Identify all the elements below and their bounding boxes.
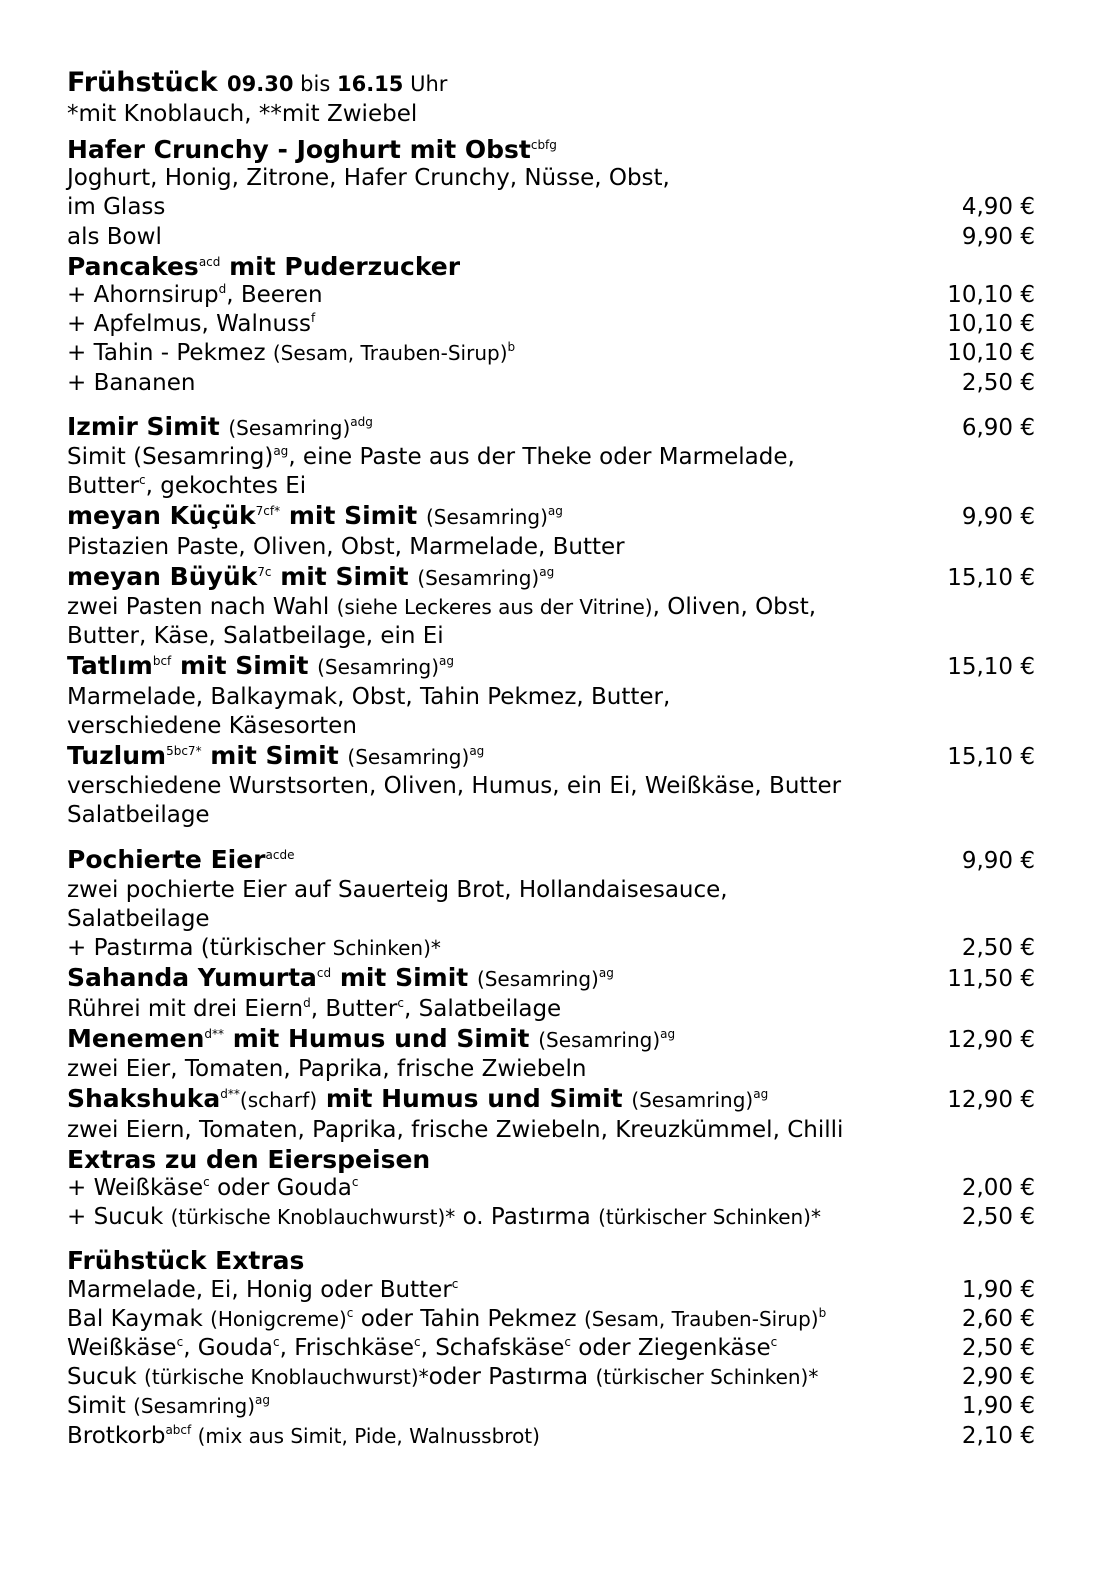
menu-item-line [67,223,1035,252]
item-text-segment: Tatlım [67,651,153,681]
item-text-segment: , eine Paste aus der Theke oder Marmelade, [288,444,795,471]
item-text-segment: oder Ziegenkäse [570,1334,771,1361]
item-text [67,135,557,164]
menu-item-line [67,339,1035,368]
menu-item-title [67,1084,1035,1115]
item-text-segment: Hafer Crunchy - Joghurt mit Obst [67,135,531,164]
menu-header [67,68,1035,99]
menu-section [67,1246,1035,1450]
item-text-segment: zwei Eier, Tomaten, Paprika, frische Zwiebeln [67,1056,587,1083]
item-text-segment: oder Gouda [209,1174,352,1201]
menu-item-line [67,622,1035,651]
item-text-segment: mit Puderzucker [220,251,461,281]
item-note: (Sesamring) [133,1394,256,1419]
allergen-code: c [139,473,146,488]
item-text [67,193,165,222]
item-text-segment: Izmir Simit [67,411,229,441]
menu-item-title [67,741,1035,772]
item-text-segment: mit Humus und Simit [224,1023,539,1053]
menu-item-line [67,934,1035,963]
item-text-segment: Pochierte Eier [67,844,266,874]
allergen-code: ag [660,1026,676,1041]
item-text-segment: + Apfelmus, Walnuss [67,311,312,338]
item-text [67,1305,826,1334]
menu-item-line [67,1174,1035,1203]
allergen-code: d [303,995,311,1010]
item-text-segment: , Salatbeilage [404,995,562,1022]
menu-item-line [67,995,1035,1024]
menu-item-line [67,593,1035,622]
item-price: 2,50 € [961,1204,1035,1231]
allergen-note: *mit Knoblauch, **mit Zwiebel [67,101,418,127]
item-text [67,1246,304,1275]
item-text [67,1276,458,1305]
menu-item-line [67,443,1035,472]
menu-item-title [67,1246,1035,1275]
item-price: 2,60 € [961,1305,1035,1332]
allergen-code: 7cf* [255,504,281,519]
menu-item-line [67,1276,1035,1305]
item-text [67,934,441,963]
item-price: 1,90 € [961,1393,1035,1420]
menu-item-line [67,1203,1035,1232]
time-from: 09.30 [227,72,294,96]
opening-hours [227,72,447,96]
allergen-code: adg [350,414,373,429]
breakfast-menu [67,68,1035,1451]
item-note: (Sesamring) [417,565,540,590]
item-text [67,369,195,398]
item-text-segment: Salatbeilage [67,906,210,933]
allergen-code: 5bc7* [166,744,202,759]
item-text-segment: oder Tahin Pekmez [353,1305,584,1332]
item-text-segment: mit Simit [171,651,318,681]
item-note: (türkische Knoblauchwurst)* [144,1365,429,1390]
menu-item-line [67,1392,1035,1421]
section-gap [67,398,1035,412]
item-note: (Sesamring) [476,967,599,992]
item-text [67,712,357,741]
allergen-code: d [218,282,227,297]
menu-item-line [67,905,1035,934]
item-text-segment: , gekochtes Ei [145,473,307,500]
item-text-segment: mit Simit [331,963,477,993]
menu-item-title [67,412,1035,443]
item-text-segment: Brotkorb [67,1422,166,1449]
menu-section [67,845,1035,1233]
menu-item-title [67,845,1035,876]
item-text [67,876,728,905]
item-text-segment: Butter [67,473,139,500]
item-text-segment: Pistazien Paste, Oliven, Obst, Marmelade, Butter [67,533,625,560]
allergen-code: ag [539,564,555,579]
item-price: 1,90 € [961,1276,1035,1303]
item-text [67,1203,821,1232]
item-text-segment: + Ahornsirup [67,282,219,309]
menu-item-line [67,164,1035,193]
menu-item-line [67,1055,1035,1084]
item-text [67,845,294,874]
menu-item-line [67,1363,1035,1392]
allergen-code: c [770,1334,778,1349]
item-text [67,281,323,310]
item-text [67,1392,270,1421]
item-note: (mix aus Simit, Pide, Walnussbrot) [191,1423,540,1448]
item-text-segment: , Oliven, Obst, [652,594,817,621]
allergen-code: 7c [257,564,272,579]
allergen-code: ag [273,444,289,459]
menu-item-title [67,135,1035,164]
allergen-code: b [818,1305,827,1320]
item-note: (Honigcreme) [210,1306,347,1331]
item-text [67,412,373,443]
allergen-code: c [397,995,404,1010]
menu-item-line [67,1422,1035,1451]
item-text [67,683,670,712]
item-text [67,1116,843,1145]
menu-item-line [67,472,1035,501]
item-text-segment: zwei Pasten nach Wahl [67,594,337,621]
menu-item-line [67,876,1035,905]
item-note: (Sesamring) [228,415,351,440]
allergen-code: ag [469,744,485,759]
item-text [67,1084,768,1115]
item-text-segment: Rührei mit drei Eiern [67,995,304,1022]
item-note: (Sesamring) [425,505,548,530]
item-text [67,310,315,339]
allergen-code: abcf [165,1422,192,1437]
menu-item-line [67,683,1035,712]
item-text-segment: Pancakes [67,251,199,281]
item-text-segment: mit Simit [280,501,426,531]
allergen-code: c [451,1276,459,1291]
item-note: (Sesamring) [317,655,440,680]
item-text-segment: Sucuk [67,1364,145,1391]
item-text [67,995,561,1024]
item-text-segment: Frühstück Extras [67,1246,305,1276]
item-text [67,339,515,368]
item-note: (türkische Knoblauchwurst)* [170,1205,456,1230]
item-price: 12,90 € [947,1087,1035,1114]
item-text-segment: + Sucuk [67,1204,171,1231]
menu-item-title [67,562,1035,593]
item-text-segment: + Tahin - Pekmez [67,340,273,367]
menu-item-line [67,310,1035,339]
item-text [67,1363,818,1392]
item-text-segment: als Bowl [67,223,162,250]
allergen-code: acde [265,847,295,862]
allergen-code: b [507,340,516,355]
item-note: (siehe Leckeres aus der Vitrine) [336,595,653,620]
menu-item-line [67,1334,1035,1363]
item-text-segment: meyan Büyük [67,561,258,591]
item-text [67,443,795,472]
item-text-segment: Marmelade, Ei, Honig oder Butter [67,1276,452,1303]
menu-item-line [67,801,1035,830]
item-text-segment: Marmelade, Balkaymak, Obst, Tahin Pekmez, Butter, [67,683,671,710]
item-note: (Sesamring) [347,745,470,770]
allergen-code: c [564,1334,571,1349]
item-text [67,223,162,252]
item-text [67,1145,430,1174]
item-text-segment: + Pastırma (türkischer [67,935,333,962]
item-price: 4,90 € [961,194,1035,221]
item-price: 15,10 € [947,564,1035,591]
item-note: (türkischer Schinken)* [598,1205,821,1230]
allergen-code: ag [753,1087,769,1102]
menu-item-title [67,963,1035,994]
item-text-segment: Tuzlum [67,741,167,771]
allergen-code: ag [547,504,563,519]
item-note: (scharf) [239,1088,318,1113]
menu-item-title [67,1024,1035,1055]
allergen-code: f [311,311,316,326]
item-price: 10,10 € [947,340,1035,367]
item-price: 2,50 € [961,935,1035,962]
item-text-segment: verschiedene Käsesorten [67,712,357,739]
item-price: 9,90 € [961,504,1035,531]
item-text-segment: Bal Kaymak [67,1305,211,1332]
item-price: 10,10 € [947,311,1035,338]
item-price: 9,90 € [961,847,1035,874]
menu-item-line [67,281,1035,310]
item-price: 2,10 € [961,1422,1035,1449]
item-text-segment: mit Simit [271,561,418,591]
allergen-code: cd [316,966,332,981]
item-price: 9,90 € [961,223,1035,250]
item-text-segment: Simit [67,1393,134,1420]
item-price: 2,50 € [961,1334,1035,1361]
item-text [67,772,841,801]
item-text-segment: Salatbeilage [67,802,210,829]
item-text-segment: , Beeren [226,282,323,309]
item-text-segment: Extras zu den Eierspeisen [67,1144,431,1174]
item-text-segment: Menemen [67,1023,205,1053]
item-price: 2,50 € [961,369,1035,396]
item-note: Schinken)* [332,936,441,961]
item-note: (türkischer Schinken)* [595,1365,819,1390]
item-note: (Sesamring) [631,1088,754,1113]
menu-item-line [67,193,1035,222]
item-note: (Sesam, Trauben-Sirup) [272,341,508,366]
menu-section [67,135,1035,398]
item-text [67,801,210,830]
allergen-code: bcf [152,654,172,669]
item-text [67,1174,358,1203]
item-text-segment: im Glass [67,194,166,221]
menu-item-line [67,533,1035,562]
allergen-code: c [351,1174,359,1189]
item-text [67,472,306,501]
menu-item-title [67,1145,1035,1174]
allergen-code: d** [220,1087,240,1102]
menu-item-line [67,1116,1035,1145]
item-text-segment: Shakshuka [67,1084,221,1114]
item-price: 2,90 € [961,1364,1035,1391]
allergen-code: c [176,1334,184,1349]
item-text-segment: mit Humus und Simit [317,1084,632,1114]
item-text [67,164,670,193]
item-text [67,905,210,934]
menu-item-line [67,369,1035,398]
item-note: (Sesamring) [538,1027,661,1052]
item-text-segment: , Schafskäse [420,1334,565,1361]
time-to: 16.15 [336,72,404,96]
allergen-code: c [413,1334,421,1349]
item-price: 12,90 € [947,1026,1035,1053]
menu-item-line [67,712,1035,741]
item-text-segment: o. Pastırma [455,1204,599,1231]
allergen-code: c [203,1174,210,1189]
item-text [67,1055,586,1084]
item-text-segment: Butter, Käse, Salatbeilage, ein Ei [67,623,444,650]
menu-item-line [67,772,1035,801]
item-text [67,1334,777,1363]
item-text [67,963,614,994]
menu-item-title [67,651,1035,682]
item-text-segment: Simit (Sesamring) [67,444,274,471]
item-text-segment: oder Pastırma [428,1364,596,1391]
uhr-label: Uhr [410,72,448,96]
item-text [67,562,554,593]
item-text-segment: Joghurt, Honig, Zitrone, Hafer Crunchy, Nüsse, Obst, [67,165,670,192]
allergen-code: d** [204,1026,225,1041]
item-note: (Sesam, Trauben-Sirup) [583,1306,819,1331]
item-text [67,501,563,532]
item-text-segment: zwei pochierte Eier auf Sauerteig Brot, Hollandaisesauce, [67,876,728,903]
allergen-code: ag [439,654,455,669]
bis-label: bis [300,72,331,96]
item-text [67,533,625,562]
item-price: 10,10 € [947,282,1035,309]
item-text [67,741,484,772]
item-text-segment: Weißkäse [67,1334,177,1361]
item-text-segment: + Weißkäse [67,1174,204,1201]
allergen-code: ag [255,1393,271,1408]
menu-item-title [67,252,1035,281]
item-text-segment: meyan Küçük [67,501,256,531]
item-text [67,651,454,682]
menu-title: Frühstück [67,67,218,98]
allergen-code: ag [598,966,614,981]
item-text [67,252,460,281]
allergen-code: acd [198,254,221,269]
item-price: 11,50 € [947,966,1035,993]
item-text [67,1024,675,1055]
item-text [67,1422,540,1451]
item-price: 15,10 € [947,744,1035,771]
item-text [67,622,444,651]
item-price: 6,90 € [961,414,1035,441]
item-price: 2,00 € [961,1174,1035,1201]
menu-item-line [67,1305,1035,1334]
allergen-code: cbfg [530,138,557,152]
item-text [67,593,816,622]
menu-item-title [67,501,1035,532]
item-text-segment: , Gouda [183,1334,273,1361]
item-text-segment: verschiedene Wurstsorten, Oliven, Humus, ein Ei, Weißkäse, Butter [67,773,842,800]
menu-sections [67,135,1035,1451]
item-text-segment: , Butter [310,995,398,1022]
allergen-code: c [346,1305,354,1320]
section-gap [67,831,1035,845]
item-price: 15,10 € [947,654,1035,681]
item-text-segment: zwei Eiern, Tomaten, Paprika, frische Zwiebeln, Kreuzkümmel, Chilli [67,1116,844,1143]
item-text-segment: Sahanda Yumurta [67,963,317,993]
section-gap [67,1232,1035,1246]
menu-section [67,412,1035,831]
item-text-segment: mit Simit [201,741,348,771]
item-text-segment: , Frischkäse [279,1334,414,1361]
item-text-segment: + Bananen [67,369,196,396]
allergen-code: c [272,1334,280,1349]
